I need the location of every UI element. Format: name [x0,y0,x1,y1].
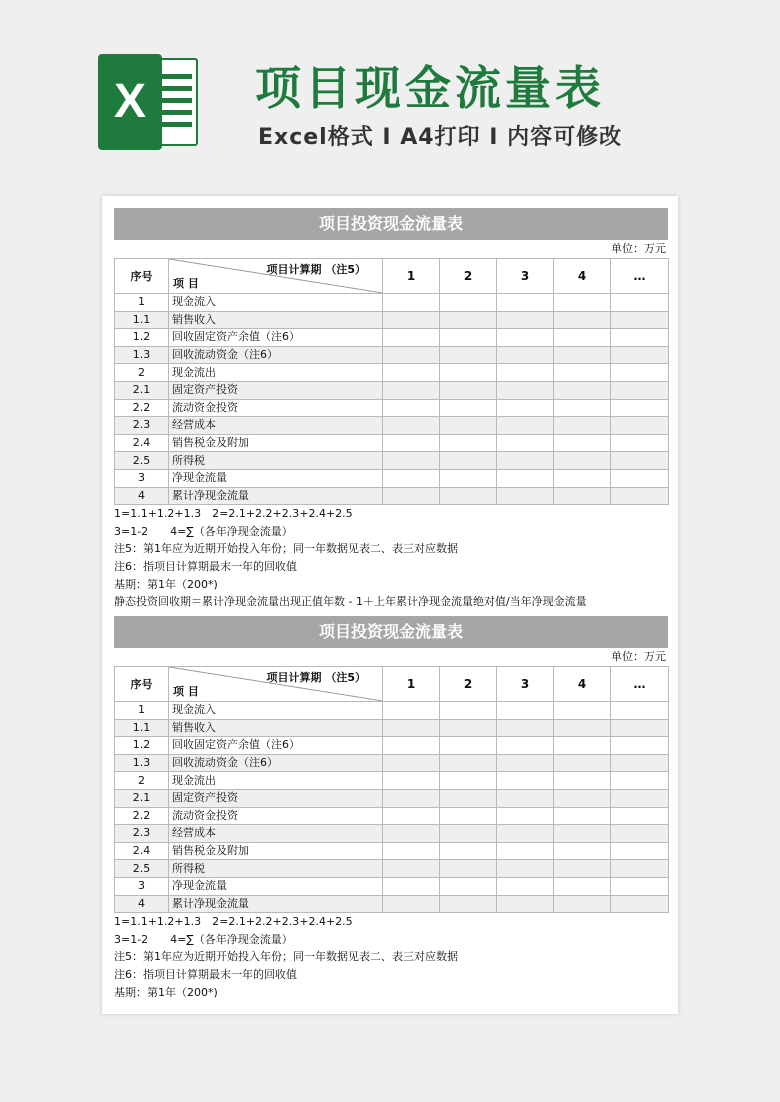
data-cell[interactable] [554,719,611,737]
note-line: 1=1.1+1.2+1.3 2=2.1+2.2+2.3+2.4+2.5 [114,507,353,521]
row-item-name: 固定资产投资 [169,381,383,399]
row-seq: 1 [115,702,169,720]
data-cell[interactable] [554,329,611,347]
row-seq: 1.2 [115,737,169,755]
cashflow-sheet-1 [114,208,668,611]
row-seq: 2.5 [115,860,169,878]
data-cell[interactable] [554,469,611,487]
data-cell[interactable] [554,487,611,505]
data-cell[interactable] [611,294,669,312]
note-line: 3=1-2 4=∑（各年净现金流量） [114,524,293,538]
data-cell[interactable] [440,807,497,825]
sheet-title: 项目投资现金流量表 [114,208,668,240]
logo-letter: X [98,54,162,150]
data-cell[interactable] [554,381,611,399]
data-cell[interactable] [383,807,440,825]
data-cell[interactable] [383,754,440,772]
note-line: 3=1-2 4=∑（各年净现金流量） [114,932,293,946]
row-seq: 2 [115,364,169,382]
row-item-name: 净现金流量 [169,877,383,895]
data-cell[interactable] [440,381,497,399]
data-cell[interactable] [554,311,611,329]
data-cell[interactable] [440,825,497,843]
data-cell[interactable] [554,772,611,790]
row-item-name: 现金流出 [169,772,383,790]
row-item-name: 所得税 [169,452,383,470]
table-row [115,469,669,487]
cashflow-table [114,258,669,505]
data-cell[interactable] [611,381,669,399]
row-seq: 2.5 [115,452,169,470]
table-row [115,381,669,399]
table-header-row [115,259,669,294]
table-row [115,311,669,329]
row-seq: 2.4 [115,434,169,452]
data-cell[interactable] [611,789,669,807]
row-seq: 2.3 [115,417,169,435]
row-item-name: 净现金流量 [169,469,383,487]
data-cell[interactable] [497,702,554,720]
data-cell[interactable] [383,329,440,347]
data-cell[interactable] [497,860,554,878]
data-cell[interactable] [383,789,440,807]
data-cell[interactable] [497,877,554,895]
data-cell[interactable] [554,877,611,895]
row-seq: 1 [115,294,169,312]
data-cell[interactable] [383,417,440,435]
data-cell[interactable] [383,860,440,878]
table-row [115,452,669,470]
data-cell[interactable] [497,772,554,790]
period-item-header [169,259,383,294]
data-cell[interactable] [611,469,669,487]
row-item-name: 回收流动资金（注6） [169,346,383,364]
row-seq: 4 [115,487,169,505]
document-paper [102,196,678,1014]
data-cell[interactable] [611,842,669,860]
data-cell[interactable] [383,737,440,755]
table-header-row [115,667,669,702]
data-cell[interactable] [497,346,554,364]
row-seq: 1.1 [115,719,169,737]
data-cell[interactable] [497,469,554,487]
table-row [115,434,669,452]
data-cell[interactable] [611,825,669,843]
table-row [115,329,669,347]
sheet-title: 项目投资现金流量表 [114,616,668,648]
row-item-name: 销售收入 [169,311,383,329]
row-item-name: 经营成本 [169,825,383,843]
data-cell[interactable] [383,452,440,470]
data-cell[interactable] [440,399,497,417]
note-line: 注5：第1年应为近期开始投入年份；同一年数据见表二、表三对应数据 [114,950,458,964]
note-line: 静态投资回收期＝累计净现金流量出现正值年数 - 1＋上年累计净现金流量绝对值/当年净现金流量 [114,595,587,609]
table-row [115,417,669,435]
row-item-name: 累计净现金流量 [169,895,383,913]
notes-block [114,913,668,1001]
data-cell[interactable] [611,860,669,878]
data-cell[interactable] [440,702,497,720]
cashflow-sheet-2 [114,616,668,1001]
period-col: … [611,667,669,702]
data-cell[interactable] [383,381,440,399]
data-cell[interactable] [497,789,554,807]
cashflow-table [114,666,669,913]
data-cell[interactable] [383,469,440,487]
data-cell[interactable] [554,417,611,435]
data-cell[interactable] [440,719,497,737]
data-cell[interactable] [611,895,669,913]
table-row [115,294,669,312]
data-cell[interactable] [383,877,440,895]
row-seq: 2.1 [115,789,169,807]
table-row [115,860,669,878]
data-cell[interactable] [440,364,497,382]
period-col: 4 [554,259,611,294]
data-cell[interactable] [611,719,669,737]
data-cell[interactable] [440,860,497,878]
data-cell[interactable] [383,842,440,860]
data-cell[interactable] [611,807,669,825]
data-cell[interactable] [383,702,440,720]
item-header: 项 目 [173,685,199,698]
data-cell[interactable] [611,877,669,895]
table-row [115,364,669,382]
data-cell[interactable] [383,399,440,417]
table-row [115,789,669,807]
data-cell[interactable] [497,294,554,312]
data-cell[interactable] [497,737,554,755]
data-cell[interactable] [383,772,440,790]
table-row [115,399,669,417]
data-cell[interactable] [440,877,497,895]
note-line: 基期：第1年（200*) [114,577,218,591]
table-row [115,754,669,772]
data-cell[interactable] [611,417,669,435]
data-cell[interactable] [554,737,611,755]
unit-label: 单位：万元 [611,242,666,255]
data-cell[interactable] [440,346,497,364]
data-cell[interactable] [440,895,497,913]
note-line: 注6：指项目计算期最末一年的回收值 [114,559,297,573]
row-item-name: 回收固定资产余值（注6） [169,329,383,347]
data-cell[interactable] [611,364,669,382]
data-cell[interactable] [611,311,669,329]
table-row [115,895,669,913]
data-cell[interactable] [383,825,440,843]
data-cell[interactable] [497,825,554,843]
note-line: 注6：指项目计算期最末一年的回收值 [114,967,297,981]
data-cell[interactable] [611,737,669,755]
note-line: 基期：第1年（200*) [114,985,218,999]
data-cell[interactable] [383,487,440,505]
data-cell[interactable] [611,329,669,347]
table-body [115,294,669,505]
data-cell[interactable] [611,702,669,720]
row-seq: 2.2 [115,399,169,417]
page-header [0,0,780,190]
data-cell[interactable] [440,311,497,329]
note-line: 1=1.1+1.2+1.3 2=2.1+2.2+2.3+2.4+2.5 [114,915,353,929]
data-cell[interactable] [497,719,554,737]
table-row [115,346,669,364]
page-subtitle: Excel格式 I A4打印 I 内容可修改 [258,125,623,150]
notes-block [114,505,668,611]
item-header: 项 目 [173,277,199,290]
data-cell[interactable] [497,364,554,382]
data-cell[interactable] [497,842,554,860]
data-cell[interactable] [497,311,554,329]
table-row [115,487,669,505]
period-col: 3 [497,667,554,702]
data-cell[interactable] [554,294,611,312]
data-cell[interactable] [440,842,497,860]
data-cell[interactable] [497,895,554,913]
data-cell[interactable] [611,772,669,790]
row-item-name: 回收流动资金（注6） [169,754,383,772]
data-cell[interactable] [497,381,554,399]
data-cell[interactable] [497,434,554,452]
data-cell[interactable] [554,825,611,843]
unit-label: 单位：万元 [611,650,666,663]
period-col: 2 [440,667,497,702]
data-cell[interactable] [440,737,497,755]
data-cell[interactable] [611,487,669,505]
data-cell[interactable] [383,346,440,364]
row-item-name: 销售收入 [169,719,383,737]
data-cell[interactable] [440,417,497,435]
row-item-name: 所得税 [169,860,383,878]
row-item-name: 现金流出 [169,364,383,382]
data-cell[interactable] [497,329,554,347]
row-seq: 2.3 [115,825,169,843]
row-seq: 3 [115,469,169,487]
table-row [115,807,669,825]
row-seq: 2 [115,772,169,790]
data-cell[interactable] [440,434,497,452]
table-row [115,842,669,860]
period-item-header [169,667,383,702]
data-cell[interactable] [554,860,611,878]
data-cell[interactable] [497,417,554,435]
table-row [115,719,669,737]
period-col: 1 [383,259,440,294]
data-cell[interactable] [554,434,611,452]
data-cell[interactable] [383,895,440,913]
period-col: … [611,259,669,294]
data-cell[interactable] [554,702,611,720]
row-item-name: 流动资金投资 [169,399,383,417]
data-cell[interactable] [440,294,497,312]
data-cell[interactable] [611,346,669,364]
data-cell[interactable] [497,754,554,772]
seq-header: 序号 [115,667,169,702]
data-cell[interactable] [383,719,440,737]
data-cell[interactable] [554,364,611,382]
row-item-name: 流动资金投资 [169,807,383,825]
row-seq: 3 [115,877,169,895]
row-item-name: 现金流入 [169,294,383,312]
excel-logo-icon [98,54,200,150]
seq-header: 序号 [115,259,169,294]
data-cell[interactable] [440,789,497,807]
table-row [115,877,669,895]
period-header: 项目计算期 （注5） [266,263,366,276]
data-cell[interactable] [383,311,440,329]
row-seq: 2.1 [115,381,169,399]
table-row [115,702,669,720]
period-header: 项目计算期 （注5） [266,671,366,684]
table-row [115,825,669,843]
data-cell[interactable] [440,772,497,790]
row-seq: 1.3 [115,346,169,364]
table-body [115,702,669,913]
data-cell[interactable] [440,329,497,347]
row-seq: 1.1 [115,311,169,329]
row-item-name: 回收固定资产余值（注6） [169,737,383,755]
row-item-name: 销售税金及附加 [169,434,383,452]
data-cell[interactable] [497,399,554,417]
data-cell[interactable] [497,487,554,505]
period-col: 4 [554,667,611,702]
data-cell[interactable] [611,452,669,470]
data-cell[interactable] [383,434,440,452]
data-cell[interactable] [554,895,611,913]
data-cell[interactable] [554,346,611,364]
data-cell[interactable] [497,807,554,825]
data-cell[interactable] [611,434,669,452]
row-item-name: 销售税金及附加 [169,842,383,860]
data-cell[interactable] [554,399,611,417]
data-cell[interactable] [383,364,440,382]
data-cell[interactable] [554,807,611,825]
data-cell[interactable] [440,469,497,487]
data-cell[interactable] [554,452,611,470]
row-item-name: 固定资产投资 [169,789,383,807]
row-seq: 2.4 [115,842,169,860]
data-cell[interactable] [497,452,554,470]
period-col: 2 [440,259,497,294]
period-col: 3 [497,259,554,294]
row-seq: 4 [115,895,169,913]
row-seq: 2.2 [115,807,169,825]
row-seq: 1.2 [115,329,169,347]
data-cell[interactable] [440,754,497,772]
row-item-name: 现金流入 [169,702,383,720]
data-cell[interactable] [440,487,497,505]
note-line: 注5：第1年应为近期开始投入年份；同一年数据见表二、表三对应数据 [114,542,458,556]
page-title: 项目现金流量表 [255,61,605,115]
data-cell[interactable] [611,399,669,417]
data-cell[interactable] [383,294,440,312]
row-item-name: 累计净现金流量 [169,487,383,505]
row-item-name: 经营成本 [169,417,383,435]
row-seq: 1.3 [115,754,169,772]
data-cell[interactable] [611,754,669,772]
data-cell[interactable] [554,842,611,860]
data-cell[interactable] [554,754,611,772]
data-cell[interactable] [440,452,497,470]
table-row [115,772,669,790]
period-col: 1 [383,667,440,702]
data-cell[interactable] [554,789,611,807]
table-row [115,737,669,755]
